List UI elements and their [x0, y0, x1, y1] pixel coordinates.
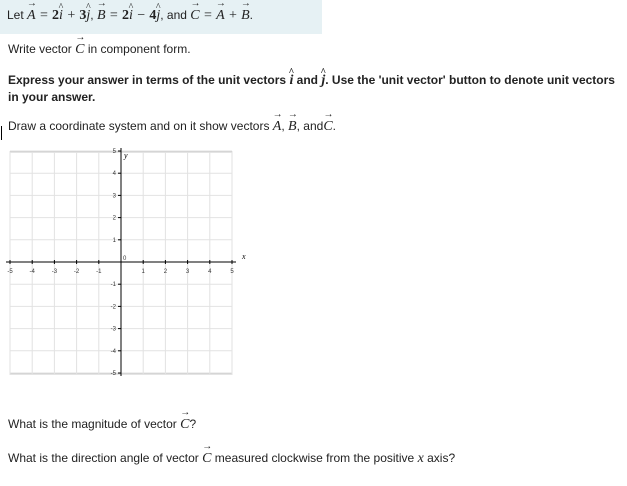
y-tick-label: 2: [112, 215, 116, 222]
unit-i: ^ i: [129, 8, 133, 24]
unit-i: ^ i: [289, 73, 293, 89]
vector-b-symbol: → B: [97, 8, 106, 24]
vector-c-symbol: → C: [202, 451, 211, 467]
and-word: and: [166, 8, 187, 22]
x-tick-label: -1: [96, 269, 102, 275]
vector-c-definition: → C = → A + → B: [190, 8, 249, 23]
x-tick-label: -3: [51, 269, 58, 275]
x-tick-label: 4: [208, 269, 212, 275]
y-tick-label: -4: [110, 348, 116, 355]
x-tick-label: -5: [7, 269, 13, 275]
text-cursor: [1, 126, 2, 140]
unit-j: ^ j: [321, 73, 325, 89]
y-tick-label: -5: [110, 371, 116, 377]
question-draw-vectors: Draw a coordinate system and on it show vectors → A, → B, and→ C.: [8, 119, 336, 135]
y-tick-label: -3: [110, 326, 116, 333]
unit-j: ^ j: [156, 8, 160, 24]
y-axis-label: y: [124, 151, 128, 160]
problem-prefix: Let: [7, 8, 24, 22]
vector-b-symbol: → B: [288, 119, 297, 135]
vector-a-symbol: → A: [273, 119, 282, 135]
y-tick-label: 3: [112, 193, 116, 200]
y-tick-label: 4: [112, 171, 116, 178]
unit-j: ^ j: [86, 8, 90, 24]
vector-a-definition: → A = 2^ i + 3^ j: [27, 8, 90, 23]
answer-instructions: Express your answer in terms of the unit vectors ^ i and ^ j. Use the 'unit vector' button to denote unit vectors in your answer.: [8, 72, 623, 105]
x-tick-label: 2: [163, 269, 168, 275]
vector-a-symbol: → A: [27, 8, 36, 24]
x-tick-label: 5: [230, 269, 234, 275]
x-tick-label: 3: [185, 269, 190, 275]
x-axis-symbol: x: [417, 451, 424, 466]
y-tick-label: -2: [110, 304, 116, 311]
origin-label: 0: [123, 256, 127, 262]
vector-c-symbol: → C: [180, 417, 189, 433]
question-magnitude: What is the magnitude of vector → C?: [8, 417, 196, 433]
problem-statement: Let → A = 2^ i + 3^ j, → B = 2^ i − 4^ j, and → C = → A + → B.: [0, 0, 322, 34]
coordinate-grid[interactable]: [0, 140, 260, 380]
y-tick-label: -1: [110, 282, 116, 289]
x-tick-label: 1: [141, 269, 145, 275]
x-axis-label: x: [242, 252, 246, 261]
unit-i: ^ i: [59, 8, 63, 24]
y-tick-label: 5: [112, 149, 116, 155]
vector-b-definition: → B = 2^ i − 4^ j: [97, 8, 160, 23]
x-tick-label: -4: [29, 269, 35, 275]
vector-c-symbol: → C: [75, 42, 84, 58]
question-direction: What is the direction angle of vector → C measured clockwise from the positive x axis?: [8, 451, 455, 467]
y-tick-label: 1: [112, 237, 116, 244]
question-component-form: Write vector → C in component form.: [8, 42, 191, 58]
vector-c-symbol: → C: [323, 119, 332, 135]
x-tick-label: -2: [73, 269, 80, 275]
